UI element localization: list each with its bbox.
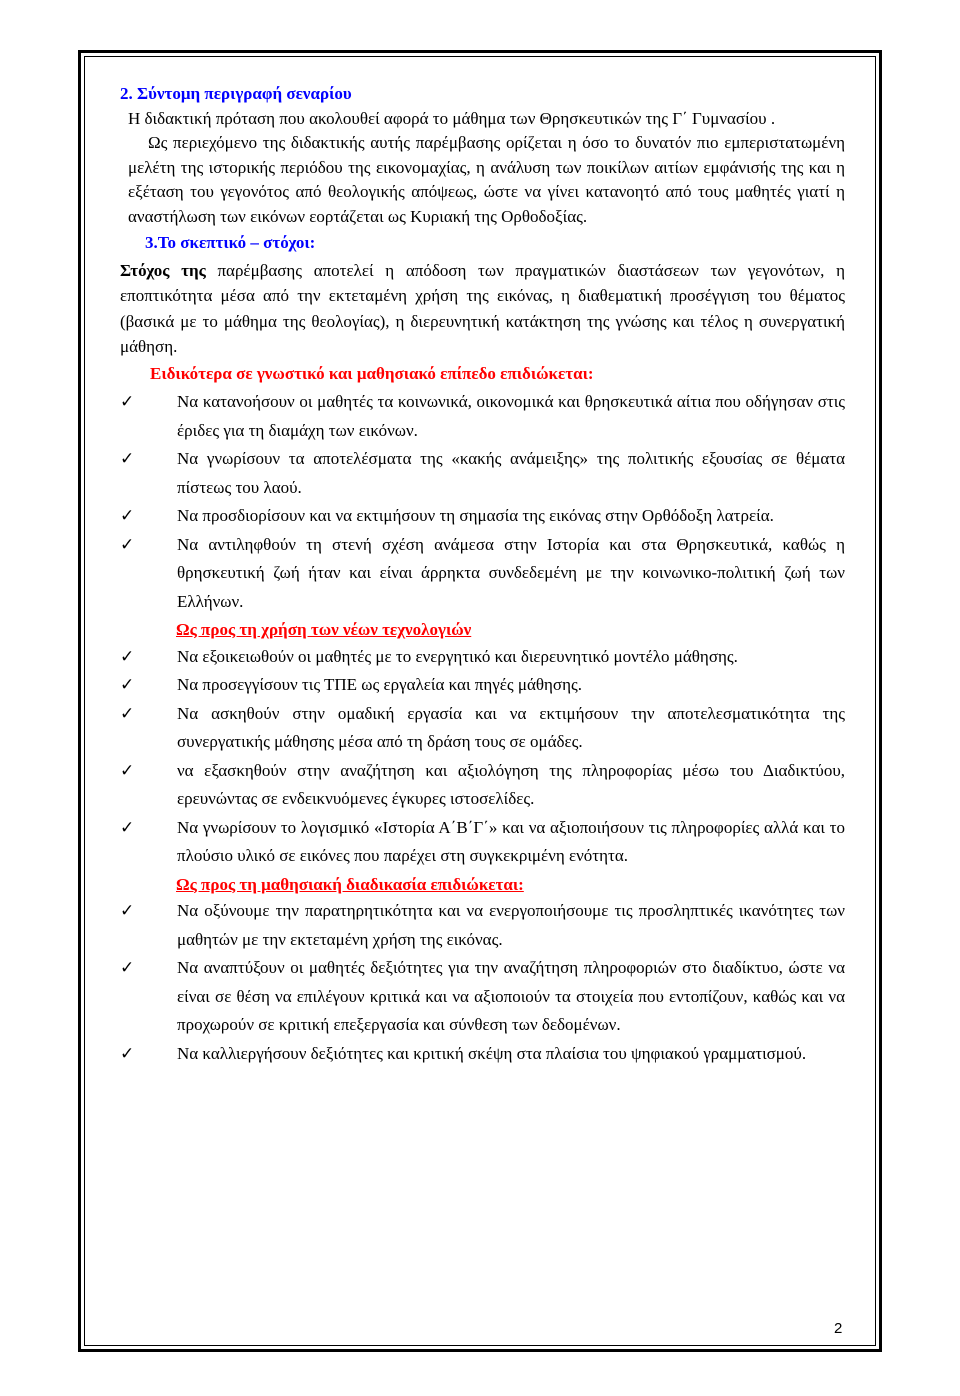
list-item [120,388,845,445]
tech-goals-heading: Ως προς τη χρήση των νέων τεχνολογιών [176,620,472,639]
section-2-para-1: Η διδακτική πρόταση που ακολουθεί αφορά το μάθημα των Θρησκευτικών της Γ΄ Γυμνασίου . [128,108,776,128]
list-item-text: να εξασκηθούν στην αναζήτηση και αξιολόγηση της πληροφορίας μέσω του Διαδικτύου, ερευνώντας σε ενδεικνυόμενες έγκυρες ιστοσελίδες. [177,760,845,808]
list-item-text: Να αντιληφθούν τη στενή σχέση ανάμεσα στην Ιστορία και στα Θρησκευτικά, καθώς η θρησκευτική ζωή ήταν και είναι άρρηκτα συνδεδεμένη με την κοινωνικο-πολιτική ζωή των Ελλήνων. [177,534,845,611]
list-item-text: Να αναπτύξουν οι μαθητές δεξιότητες για την αναζήτηση πληροφοριών στο διαδίκτυο, ώστε να είναι σε θέση να επιλέγουν κριτικά και να αξιοποιούν τα στοιχεία που εντοπίζουν, καθώς και να προχωρούν σε κριτική επεξεργασία και σύνθεση των δεδομένων. [177,958,845,1034]
check-mark-icon: ✓ [120,703,135,724]
process-goals-heading: Ως προς τη μαθησιακή διαδικασία επιδιώκεται: [176,874,524,894]
check-mark-icon: ✓ [120,449,135,469]
check-mark-icon: ✓ [120,392,135,412]
section-2-para-2: Ως περιεχόμενο της διδακτικής αυτής παρέμβασης ορίζεται η όσο το δυνατόν πιο εμπεριστατωμένη μελέτη της ιστορικής περιόδου της εικονομαχίας, η ανάλυση των ποικίλων αιτίων εμφάνισής της και η εξέταση του γεγονότος από θεολογικής απόψεως, ώστε να γίνει κατανοητό από τους μαθητές γιατί η αναστήλωση των εικόνων εορτάζεται ως Κυριακή της Ορθοδοξίας. [128,133,845,226]
check-mark-icon: ✓ [120,901,135,921]
check-mark-icon: ✓ [120,506,135,526]
check-mark-icon: ✓ [120,760,135,781]
check-mark-icon: ✓ [120,675,135,695]
list-item [120,757,845,814]
section-3-heading: 3.Το σκεπτικό – στόχοι: [145,233,316,252]
check-mark-icon: ✓ [120,1043,135,1064]
list-item-text: Να καλλιεργήσουν δεξιότητες και κριτική σκέψη στα πλαίσια του ψηφιακού γραμματισμού. [177,1043,807,1063]
goal-paragraph [120,258,845,360]
page-number: 2 [834,1320,843,1337]
process-goals-list [120,897,845,1068]
goal-bold-lead: Στόχος της [120,260,206,280]
list-item [120,954,845,1040]
list-item [120,445,845,502]
list-item-text: Να εξοικειωθούν οι μαθητές με το ενεργητικό και διερευνητικό μοντέλο μάθησης. [177,646,738,666]
tech-goals-list [120,643,845,871]
list-item [120,671,845,700]
check-mark-icon: ✓ [120,817,135,838]
list-item [120,502,845,531]
list-item-text: Να οξύνουμε την παρατηρητικότητα και να ενεργοποιήσουμε τις προσληπτικές ικανότητες των μαθητών με την εκτεταμένη χρήση της εικόνας. [177,901,845,949]
list-item [120,814,845,871]
cognitive-goals-list [120,388,845,616]
list-item-text: Να γνωρίσουν το λογισμικό «Ιστορία Α΄Β΄Γ΄» και να αξιοποιήσουν τις πληροφορίες αλλά και το πλούσιο υλικό σε εικόνες που παρέχει στη συγκεκριμένη ενότητα. [177,817,845,865]
list-item-text: Να ασκηθούν στην ομαδική εργασία και να εκτιμήσουν την αποτελεσματικότητα της συνεργατικής μάθησης μέσα από τη δράση τους σε ομάδες. [177,703,845,751]
list-item-text: Να προσδιορίσουν και να εκτιμήσουν τη σημασία της εικόνας στην Ορθόδοξη λατρεία. [177,506,774,525]
goal-text: παρέμβασης αποτελεί η απόδοση των πραγματικών διαστάσεων των γεγονότων, η εποπτικότητα μέσα από την εκτεταμένη χρήση της εικόνας, η διαθεματική προσέγγιση του θέματος (βασικά με το μάθημα της θεολογίας), η διερευνητική κατάκτηση της γνώσης και τέλος η συνεργατική μάθηση. [120,260,845,356]
list-item-text: Να προσεγγίσουν τις ΤΠΕ ως εργαλεία και πηγές μάθησης. [177,675,582,694]
specific-goals-heading: Ειδικότερα σε γνωστικό και μαθησιακό επίπεδο επιδιώκεται: [150,363,594,383]
list-item [120,700,845,757]
check-mark-icon: ✓ [120,646,135,667]
list-item [120,1040,845,1069]
check-mark-icon: ✓ [120,958,135,978]
list-item [120,643,845,672]
document-body [120,82,845,1068]
list-item-text: Να γνωρίσουν τα αποτελέσματα της «κακής ανάμειξης» της πολιτικής εξουσίας σε θέματα πίστεως του λαού. [177,449,845,497]
section-2-heading: 2. Σύντομη περιγραφή σεναρίου [120,84,352,103]
list-item [120,897,845,954]
check-mark-icon: ✓ [120,534,135,555]
list-item [120,531,845,617]
list-item-text: Να κατανοήσουν οι μαθητές τα κοινωνικά, οικονομικά και θρησκευτικά αίτια που οδήγησαν στις έριδες για τη διαμάχη των εικόνων. [177,392,845,440]
